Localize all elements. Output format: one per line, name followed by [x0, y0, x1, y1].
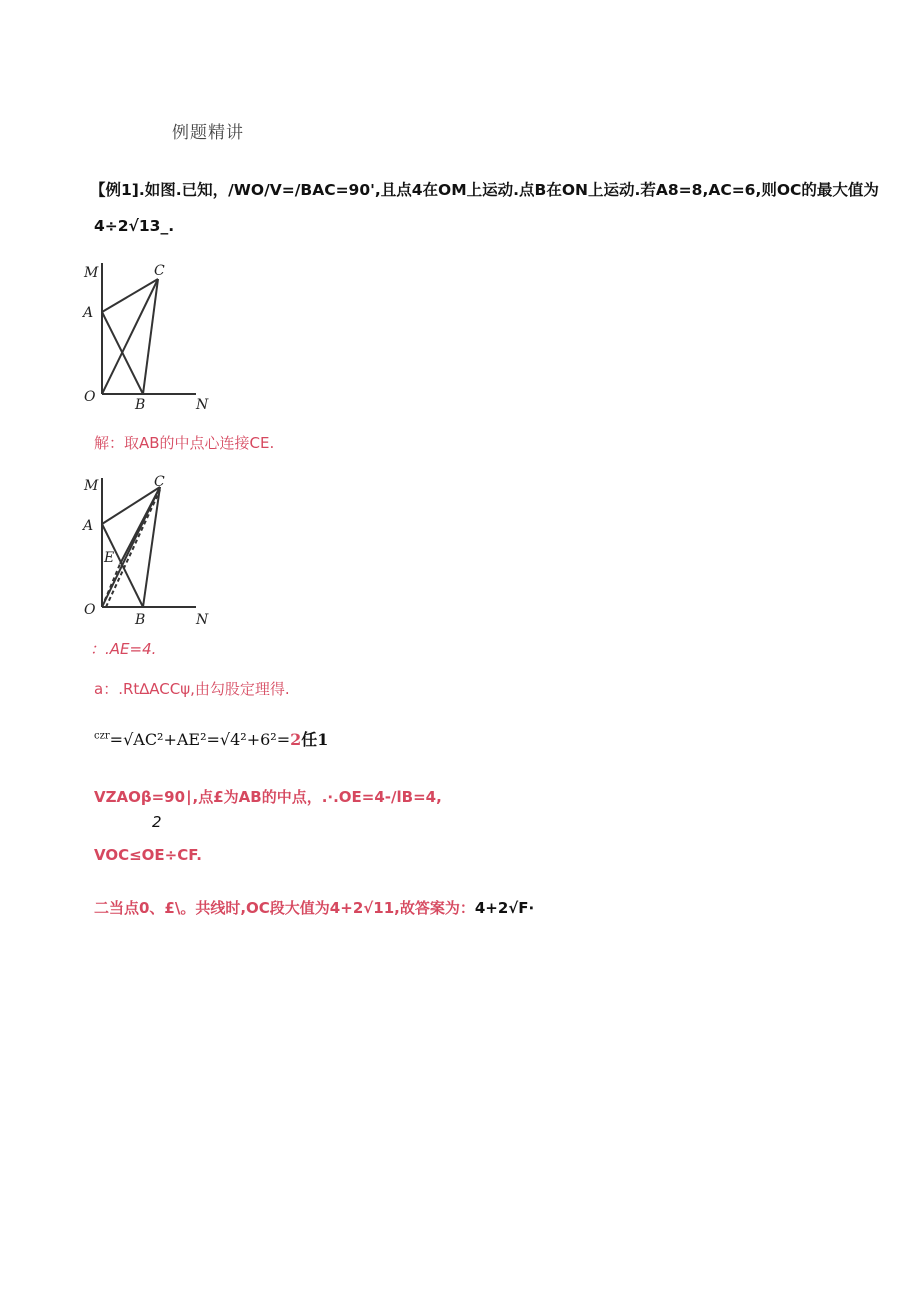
solution-line-4 [94, 727, 328, 750]
fig2-label-n: N [196, 612, 209, 628]
problem-answer: 4÷2√13_. [94, 217, 175, 235]
solution-line-1: 解：取AB的中点心连接CE. [94, 434, 275, 452]
solution-line-7-red: 二当点0、£\。共线时,OC段大值为4+2√11,故答案为： [94, 899, 475, 917]
section-title: 例题精讲 [172, 123, 244, 143]
solution-line-7-answer: 4+2√F∙ [474, 899, 535, 917]
solution-line-2: ：.AE=4. [90, 640, 157, 658]
fig2-label-e: E [104, 550, 115, 566]
figure-2 [80, 470, 220, 639]
solution-line-3: a：.Rt∆ACCψ,由勾股定理得. [94, 680, 290, 698]
fig2-label-a: A [83, 518, 94, 534]
problem-statement: 【例1].如图.已知，/WO/V=/BAC=90',且点4在OM上运动.点B在ON上运动.若A8=8,AC=6,则OC的最大值为 [90, 181, 879, 199]
solution-line-4-tail: 任1 [301, 730, 329, 749]
fig1-label-m: M [84, 265, 99, 281]
solution-line-4-red: 2 [290, 730, 302, 749]
fig2-label-b: B [135, 612, 146, 628]
fig2-label-c: C [154, 474, 165, 490]
solution-line-7 [94, 897, 534, 918]
solution-line-5: VZAOβ=90∣,点£为AB的中点，.∙.OE=4-∕lB=4, [94, 788, 442, 806]
solution-line-5-subscript: 2 [152, 813, 162, 831]
fig1-label-c: C [154, 263, 165, 279]
solution-line-4-prefix: czr [94, 730, 110, 742]
fig1-label-o: O [84, 389, 96, 405]
fig2-label-m: M [84, 478, 99, 494]
solution-line-6: VOC≤OE÷CF. [94, 846, 202, 864]
fig2-label-o: O [84, 602, 96, 618]
figure-1 [80, 255, 220, 419]
fig1-label-b: B [135, 397, 146, 413]
solution-line-4-main: =√AC²+AE²=√4²+6²= [109, 730, 291, 749]
fig1-label-n: N [196, 397, 209, 413]
fig1-label-a: A [83, 305, 94, 321]
